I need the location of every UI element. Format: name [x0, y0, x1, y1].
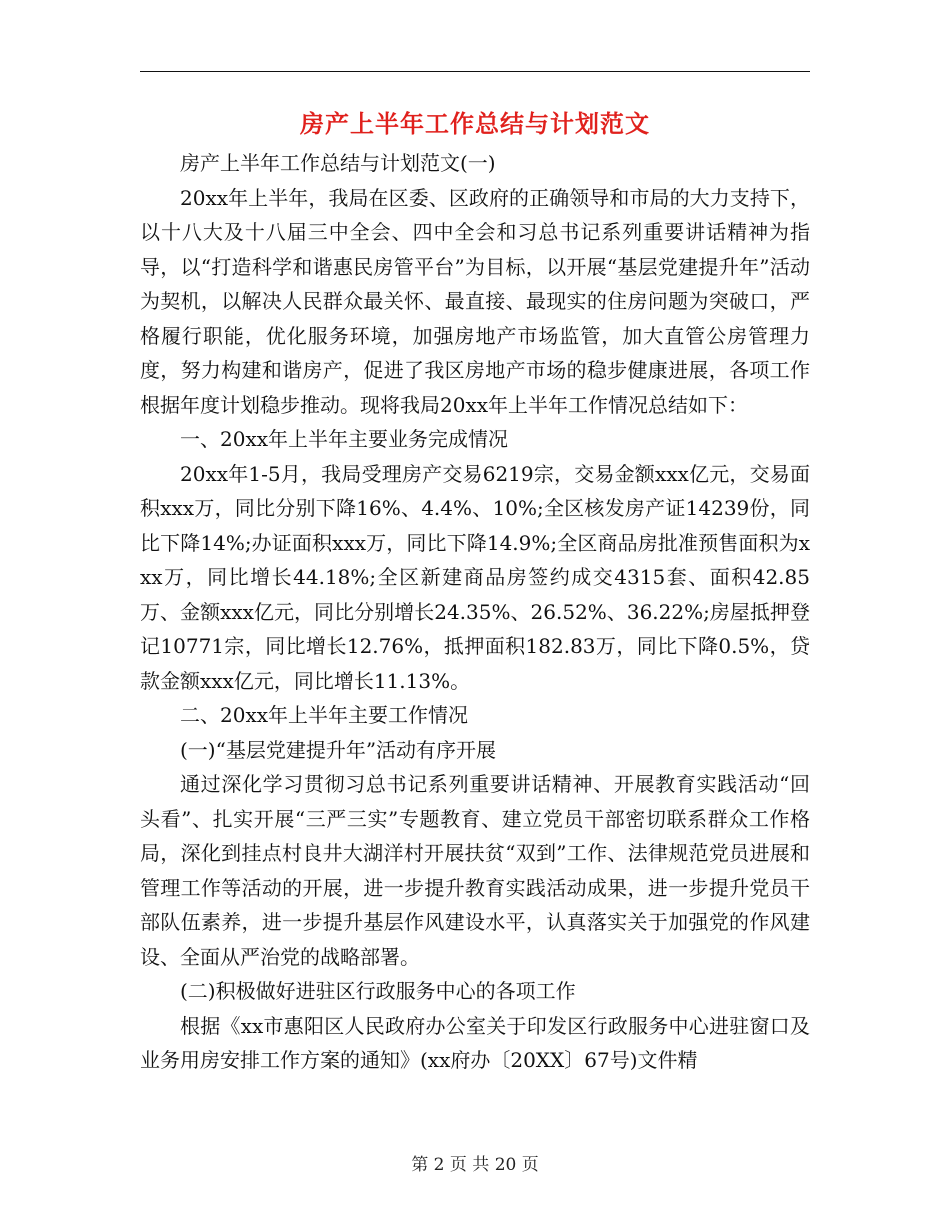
- intro-paragraph: 20xx年上半年，我局在区委、区政府的正确领导和市局的大力支持下，以十八大及十八届三中全会、四中全会和习总书记系列重要讲话精神为指导，以“打造科学和谐惠民房管平台”为目标，以开展“基层党建提升年”活动为契机，以解决人民群众最关怀、最直接、最现实的住房问题为突破口，严格履行职能，优化服务环境，加强房地产市场监管，加大直管公房管理力度，努力构建和谐房产，促进了我区房地产市场的稳步健康进展，各项工作根据年度计划稳步推动。现将我局20xx年上半年工作情况总结如下：: [140, 185, 810, 417]
- section-heading-1: 一、20xx年上半年主要业务完成情况: [180, 427, 509, 451]
- subsection-heading-1: (一)“基层党建提升年”活动有序开展: [180, 737, 497, 762]
- service-center-paragraph: 根据《xx市惠阳区人民政府办公室关于印发区行政服务中心进驻窗口及业务用房安排工作方案的通知》(xx府办〔20XX〕67号)文件精: [140, 1013, 810, 1072]
- section-heading-2: 二、20xx年上半年主要工作情况: [180, 703, 469, 727]
- party-building-paragraph: 通过深化学习贯彻习总书记系列重要讲话精神、开展教育实践活动“回头看”、扎实开展“三严三实”专题教育、建立党员干部密切联系群众工作格局，深化到挂点村良井大湖洋村开展扶贫“双到”工作、法律规范党员进展和管理工作等活动的开展，进一步提升教育实践活动成果，进一步提升党员干部队伍素养，进一步提升基层作风建设水平，认真落实关于加强党的作风建设、全面从严治党的战略部署。: [140, 772, 810, 969]
- document-body: [140, 146, 810, 1078]
- section-subtitle: 房产上半年工作总结与计划范文(一): [180, 151, 496, 175]
- statistics-paragraph: 20xx年1-5月，我局受理房产交易6219宗，交易金额xxx亿元，交易面积xxx万，同比分别下降16%、4.4%、10%;全区核发房产证14239份，同比下降14%;办证面积xxx万，同比下降14.9%;全区商品房批准预售面积为xxx万，同比增长44.18%;全区新建商品房签约成交4315套、面积42.85万、金额xxx亿元，同比分别增长24.35%、26.52%、36.22%;房屋抵押登记10771宗，同比增长12.76%，抵押面积182.83万，同比下降0.5%，贷款金额xxx亿元，同比增长11.13%。: [140, 461, 810, 693]
- subsection-heading-2: (二)积极做好进驻区行政服务中心的各项工作: [180, 979, 576, 1003]
- page-number-footer: 第 2 页 共 20 页: [411, 1155, 539, 1175]
- document-title: 房产上半年工作总结与计划范文: [300, 109, 650, 138]
- header-rule: [140, 71, 810, 72]
